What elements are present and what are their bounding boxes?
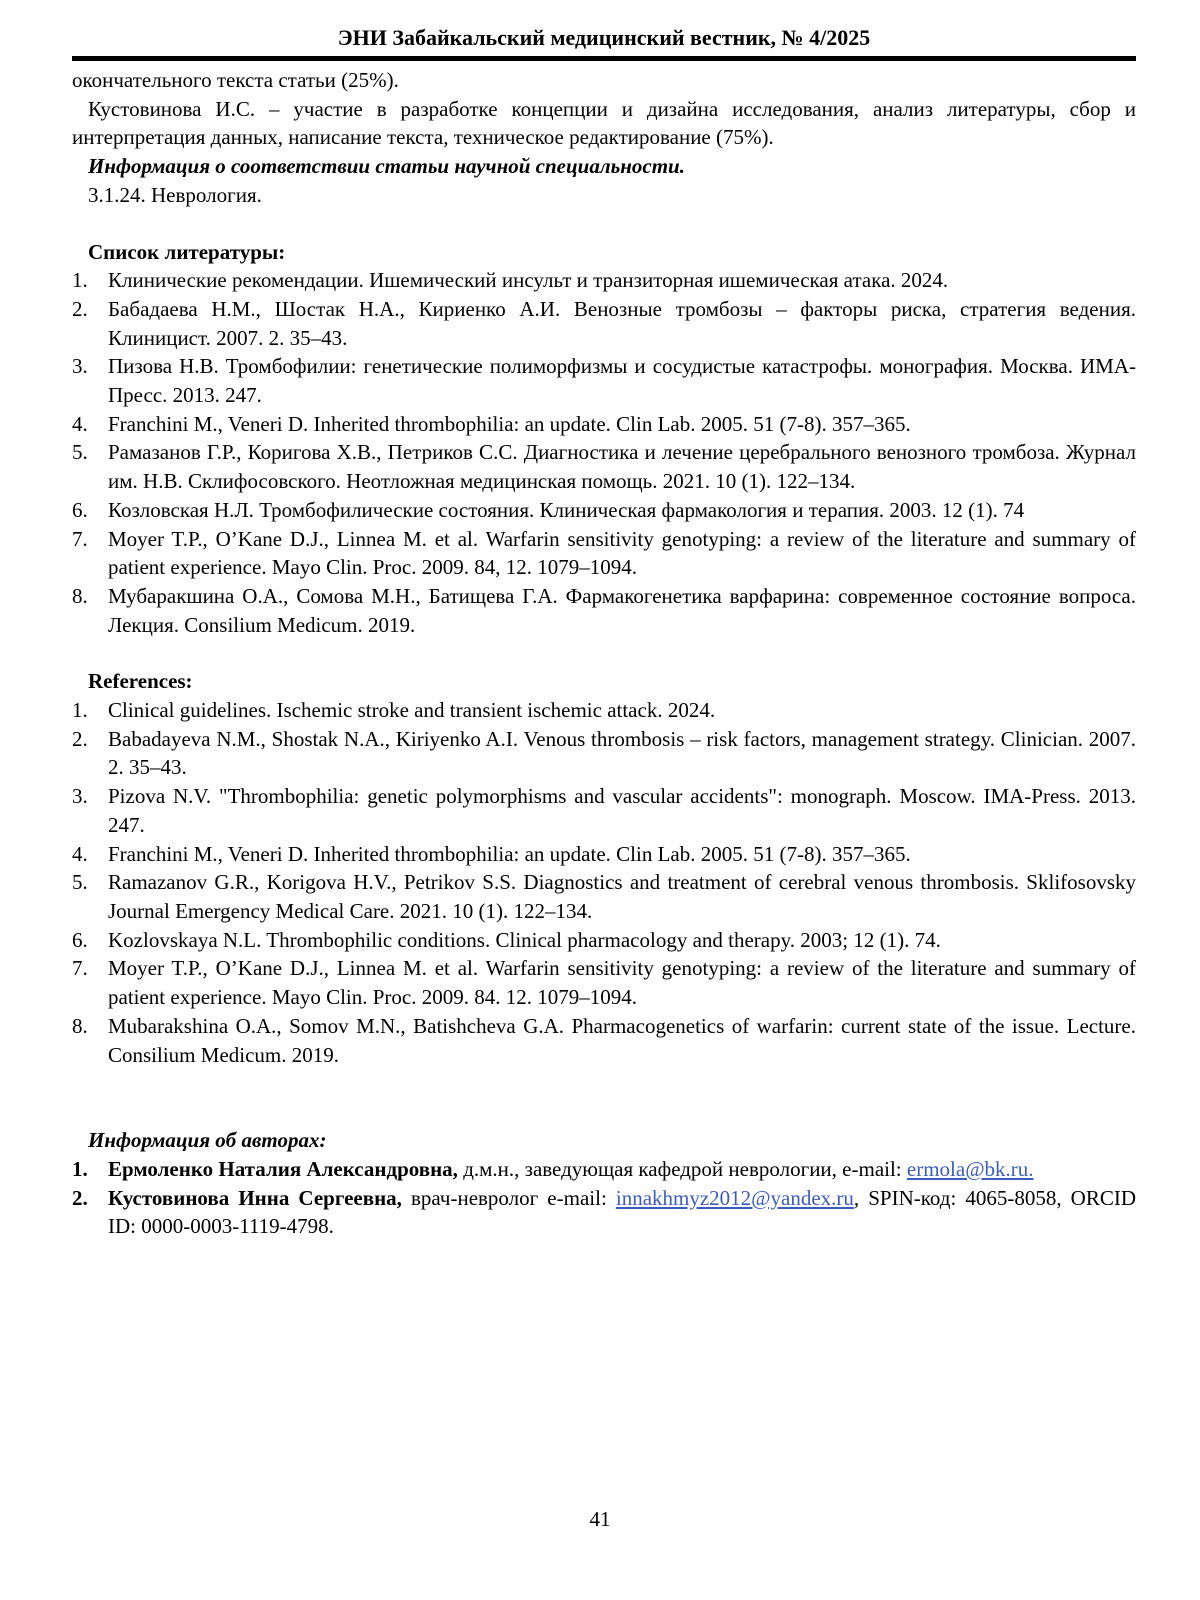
reference-text: Пизова Н.В. Тромбофилии: генетические полиморфизмы и сосудистые катастрофы. монография. Москва. ИМА-Пресс. 2013. 247. [108, 354, 1136, 408]
reference-number: 1. [72, 698, 88, 723]
author-email-link[interactable]: innakhmyz2012@yandex.ru [615, 1185, 854, 1210]
authors-list [72, 1155, 1136, 1241]
reference-number: 2. [72, 726, 88, 751]
reference-number: 4. [72, 841, 88, 866]
reference-number: 1. [72, 268, 88, 293]
reference-text: Moyer T.P., O’Kane D.J., Linnea M. et al. Warfarin sensitivity genotyping: a review of the literature and summary of patient experience. Mayo Clin. Proc. 2009. 84, 12. 1079–1094. [108, 526, 1136, 580]
reference-text: Clinical guidelines. Ischemic stroke and transient ischemic attack. 2024. [108, 698, 716, 723]
author-item [72, 1184, 1136, 1241]
running-header: ЭНИ Забайкальский медицинский вестник, № 4/2025 [337, 25, 871, 50]
reference-item [72, 868, 1136, 925]
contribution-kustovinova: Кустовинова И.С. – участие в разработке концепции и дизайна исследования, анализ литературы, сбор и интерпретация данных, написание текста, техническое редактирование (75%). [72, 96, 1136, 150]
reference-text: Pizova N.V. "Thrombophilia: genetic polymorphisms and vascular accidents": monograph. Moscow. IMA-Press. 2013. 247. [108, 784, 1136, 837]
references-en-heading: References: [88, 669, 193, 694]
reference-number: 7. [72, 956, 88, 981]
reference-number: 3. [72, 784, 88, 809]
spacer [72, 1069, 1136, 1126]
reference-item [72, 926, 1136, 955]
reference-item [72, 725, 1136, 782]
reference-item [72, 410, 1136, 439]
reference-number: 8. [72, 583, 88, 608]
reference-number: 5. [72, 870, 88, 895]
author-email-link[interactable]: ermola@bk.ru. [906, 1156, 1034, 1181]
reference-item [72, 438, 1136, 495]
author-details-after: , SPIN-код: 4065-8058, ORCID ID: 0000-0003-1119-4798. [108, 1185, 1136, 1239]
reference-text: Franchini M., Veneri D. Inherited thrombophilia: an update. Clin Lab. 2005. 51 (7-8). 357–365. [108, 411, 911, 436]
references-en-list [72, 696, 1136, 1069]
reference-text: Mubarakshina O.A., Somov M.N., Batishcheva G.A. Pharmacogenetics of warfarin: current state of the issue. Lecture. Consilium Medicum. 2019. [108, 1013, 1136, 1067]
reference-text: Мубаракшина О.А., Сомова М.Н., Батищева Г.А. Фармакогенетика варфарина: современное состояние вопроса. Лекция. Consilium Medicum. 2019. [108, 583, 1136, 637]
specialty-value: 3.1.24. Неврология. [88, 182, 262, 207]
reference-text: Kozlovskaya N.L. Thrombophilic conditions. Clinical pharmacology and therapy. 2003; 12 (1). 74. [108, 927, 941, 952]
reference-number: 2. [72, 296, 88, 321]
reference-text: Козловская Н.Л. Тромбофилические состояния. Клиническая фармакология и терапия. 2003. 12 (1). 74 [108, 497, 1025, 522]
references-ru-heading: Список литературы: [88, 239, 286, 264]
page-number: 41 [589, 1507, 611, 1531]
reference-text: Рамазанов Г.Р., Коригова Х.В., Петриков С.С. Диагностика и лечение церебрального венозного тромбоза. Журнал им. Н.В. Склифосовского. Неотложная медицинская помощь. 2021. 10 (1). 122–134. [108, 440, 1136, 494]
reference-item [72, 782, 1136, 839]
reference-number: 3. [72, 354, 88, 379]
reference-text: Бабадаева Н.М., Шостак Н.А., Кириенко А.И. Венозные тромбозы – факторы риска, стратегия ведения. Клиницист. 2007. 2. 35–43. [108, 296, 1136, 350]
author-name: Ермоленко Наталия Александровна, [108, 1156, 458, 1181]
reference-item [72, 352, 1136, 409]
page-content [72, 66, 1136, 1241]
author-item [72, 1155, 1136, 1184]
spacer [72, 639, 1136, 667]
reference-number: 4. [72, 411, 88, 436]
reference-text: Ramazanov G.R., Korigova H.V., Petrikov S.S. Diagnostics and treatment of cerebral venous thrombosis. Sklifosovsky Journal Emergency Medical Care. 2021. 10 (1). 122–134. [108, 870, 1136, 923]
reference-item [72, 266, 1136, 295]
reference-item [72, 840, 1136, 869]
reference-item [72, 496, 1136, 525]
author-number: 2. [72, 1185, 88, 1210]
reference-number: 5. [72, 440, 88, 465]
reference-text: Клинические рекомендации. Ишемический инсульт и транзиторная ишемическая атака. 2024. [108, 268, 949, 293]
header-rule [72, 56, 1136, 61]
reference-item [72, 696, 1136, 725]
reference-text: Franchini M., Veneri D. Inherited thrombophilia: an update. Clin Lab. 2005. 51 (7-8). 357–365. [108, 841, 911, 866]
reference-number: 7. [72, 526, 88, 551]
author-details: д.м.н., заведующая кафедрой неврологии, e-mail: [457, 1156, 907, 1181]
author-name: Кустовинова Инна Сергеевна, [108, 1185, 402, 1210]
contribution-continuation: окончательного текста статьи (25%). [72, 68, 399, 92]
specialty-heading: Информация о соответствии статьи научной специальности. [88, 154, 685, 179]
reference-item [72, 1012, 1136, 1069]
reference-item [72, 582, 1136, 639]
reference-item [72, 525, 1136, 582]
reference-item [72, 954, 1136, 1011]
reference-number: 6. [72, 497, 88, 522]
authors-heading: Информация об авторах: [88, 1128, 327, 1153]
reference-text: Moyer T.P., O’Kane D.J., Linnea M. et al. Warfarin sensitivity genotyping: a review of the literature and summary of patient experience. Mayo Clin. Proc. 2009. 84. 12. 1079–1094. [108, 956, 1136, 1010]
author-details: врач-невролог e-mail: [401, 1185, 616, 1210]
references-ru-list [72, 266, 1136, 639]
reference-text: Babadayeva N.M., Shostak N.A., Kiriyenko A.I. Venous thrombosis – risk factors, management strategy. Clinician. 2007. 2. 35–43. [108, 726, 1136, 780]
author-number: 1. [72, 1156, 88, 1181]
reference-item [72, 295, 1136, 352]
reference-number: 8. [72, 1013, 88, 1038]
reference-number: 6. [72, 927, 88, 952]
spacer [72, 210, 1136, 238]
